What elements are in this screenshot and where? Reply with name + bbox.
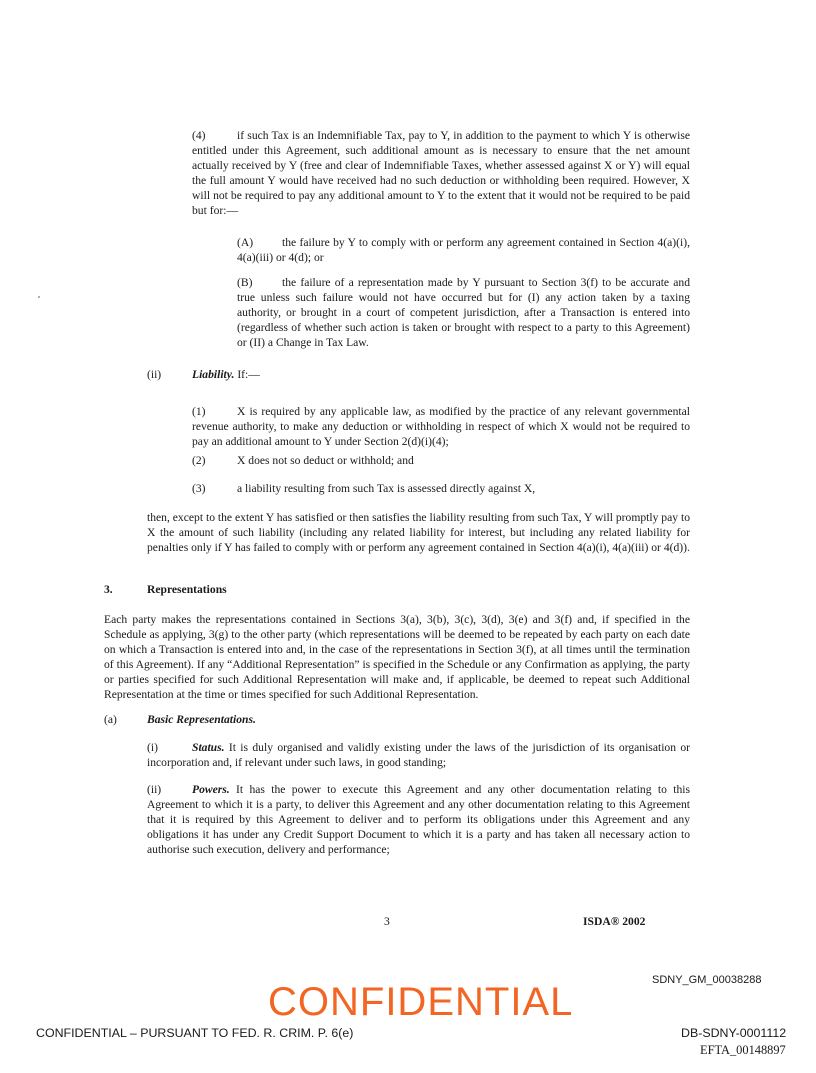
liability-heading <box>147 367 447 382</box>
section-title: Representations <box>147 583 227 596</box>
isda-footer: ISDA® 2002 <box>583 915 646 928</box>
powers-title: Powers. <box>192 783 230 796</box>
status-title: Status. <box>192 741 225 754</box>
powers-paragraph <box>147 782 690 857</box>
section-3-heading <box>104 582 404 597</box>
para-2d-i-4 <box>192 128 690 218</box>
status-paragraph <box>147 740 690 770</box>
confidential-notice: CONFIDENTIAL – PURSUANT TO FED. R. CRIM. P. 6(e) <box>36 1026 354 1040</box>
para-number: (4) <box>192 129 206 142</box>
para-text: a liability resulting from such Tax is assessed directly against X, <box>237 482 536 495</box>
para-number: (A) <box>237 236 254 249</box>
para-number: (ii) <box>147 783 162 796</box>
para-number: (a) <box>104 713 117 726</box>
bates-db-sdny: DB-SDNY-0001112 <box>681 1026 787 1040</box>
page-number: 3 <box>384 915 390 928</box>
scan-speck <box>38 296 40 298</box>
liability-intro: If:— <box>237 368 260 381</box>
liability-item-3 <box>192 481 690 496</box>
para-text: It has the power to execute this Agreement and any other documentation relating to this Agreement to which it is a party, to deliver this Agreement and any other documentation relating to this Agreement that it is required by this Agreement to deliver and to perform its obligations under this Agreement and any obligations it has under any Credit Support Document to which it is a party and has taken all necessary action to authorise such execution, delivery and performance; <box>147 783 690 856</box>
liability-item-2 <box>192 453 690 468</box>
bates-sdny-gm: SDNY_GM_00038288 <box>652 974 762 986</box>
para-number: (ii) <box>147 368 162 381</box>
para-2d-i-4-A <box>237 235 690 265</box>
para-number: (B) <box>237 276 253 289</box>
para-text: X does not so deduct or withhold; and <box>237 454 414 467</box>
section-3-intro: Each party makes the representations contained in Sections 3(a), 3(b), 3(c), 3(d), 3(e) and 3(f) and, if specified in the Schedule as applying, 3(g) to the other party (which representations will be deemed to be repeated by each party on each date on which a Transaction is entered into and, in the case of the representations in Section 3(f), at all times until the termination of this Agreement). If any “Additional Representation” is specified in the Schedule or any Confirmation as applying, the party or parties specified for such Additional Representation will make and, if applicable, be deemed to repeat such Additional Representation at the time or times specified for such Additional Representation. <box>104 613 690 701</box>
para-number: (i) <box>147 741 158 754</box>
para-number: (2) <box>192 454 206 467</box>
section-3a-heading <box>104 712 404 727</box>
subsection-title: Basic Representations. <box>147 713 256 726</box>
para-text: X is required by any applicable law, as modified by the practice of any relevant governmental revenue authority, to make any deduction or withholding in respect of which X would not be required to pay an additional amount to Y under Section 2(d)(i)(4); <box>192 405 690 448</box>
liability-then-paragraph: then, except to the extent Y has satisfied or then satisfies the liability resulting from such Tax, Y will promptly pay to X the amount of such liability (including any related liability for interest, but including any related liability for penalties only if Y has failed to comply with or perform any agreement contained in Section 4(a)(i), 4(a)(iii) or 4(d)). <box>147 511 690 554</box>
para-text: It is duly organised and validly existing under the laws of the jurisdiction of its organisation or incorporation and, if relevant under such laws, in good standing; <box>147 741 690 769</box>
liability-item-1 <box>192 404 690 449</box>
para-text: the failure by Y to comply with or perform any agreement contained in Section 4(a)(i), 4(a)(iii) or 4(d); or <box>237 236 690 264</box>
para-2d-i-4-B <box>237 275 690 350</box>
para-text: if such Tax is an Indemnifiable Tax, pay to Y, in addition to the payment to which Y is otherwise entitled under this Agreement, such additional amount as is necessary to ensure that the net amount actually received by Y (free and clear of Indemnifiable Taxes, whether assessed against X or Y) will equal the full amount Y would have received had no such deduction or withholding been required. However, X will not be required to pay any additional amount to Y to the extent that it would not be required to be paid but for:— <box>192 129 690 217</box>
confidential-stamp: CONFIDENTIAL <box>268 980 574 1024</box>
bates-efta: EFTA_00148897 <box>700 1043 786 1057</box>
liability-title: Liability. <box>192 368 235 381</box>
para-text: the failure of a representation made by Y pursuant to Section 3(f) to be accurate and true unless such failure would not have occurred but for (I) any action taken by a taxing authority, or brought in a court of competent jurisdiction, after a Transaction is entered into (regardless of whether such action is taken or brought with respect to a party to this Agreement) or (II) a Change in Tax Law. <box>237 276 690 349</box>
section-number: 3. <box>104 583 113 596</box>
para-number: (3) <box>192 482 206 495</box>
para-number: (1) <box>192 405 206 418</box>
